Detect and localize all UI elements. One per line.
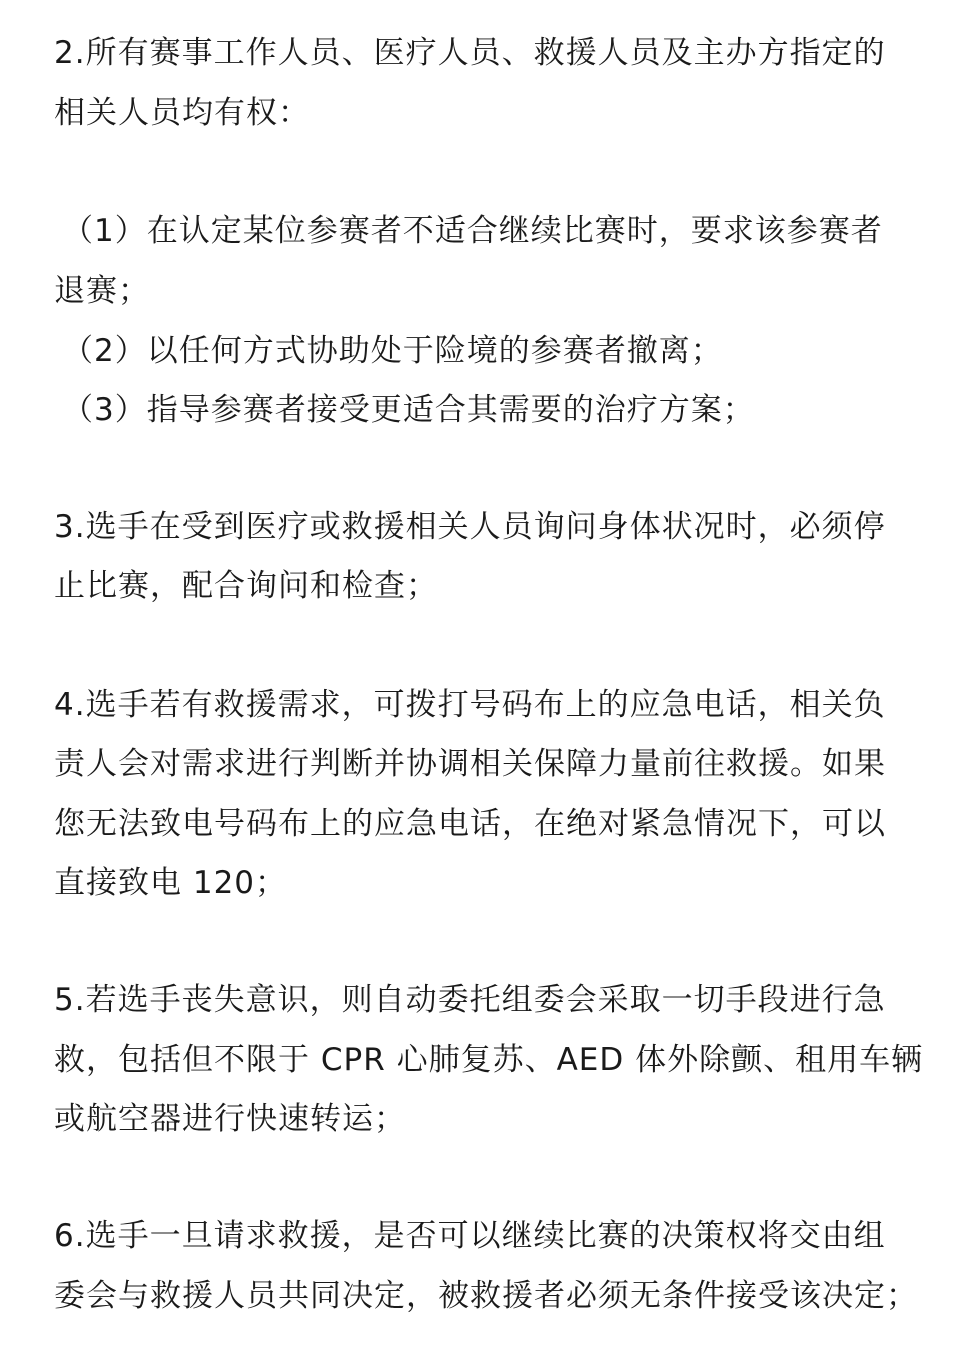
item-5-line-3: 或航空器进行快速转运； [54,1101,406,1137]
item-4-line-3: 您无法致电号码布上的应急电话，在绝对紧急情况下，可以 [54,806,886,842]
item-4-line-2: 责人会对需求进行判断并协调相关保障力量前往救援。如果 [54,746,886,782]
item-4-line-1: 4.选手若有救援需求，可拨打号码布上的应急电话，相关负 [54,687,886,723]
item-2-line-2: 相关人员均有权： [54,95,310,131]
item-5-line-1: 5.若选手丧失意识，则自动委托组委会采取一切手段进行急 [54,982,886,1018]
sub-item-1-line-1: （1）在认定某位参赛者不适合继续比赛时，要求该参赛者 [62,213,883,249]
item-5-line-2: 救，包括但不限于 CPR 心肺复苏、AED 体外除颤、租用车辆 [54,1042,924,1078]
item-6-line-1: 6.选手一旦请求救援，是否可以继续比赛的决策权将交由组 [54,1218,886,1254]
sub-item-3: （3）指导参赛者接受更适合其需要的治疗方案； [62,392,755,428]
item-3-line-2: 止比赛，配合询问和检查； [54,568,438,604]
item-2-line-1: 2.所有赛事工作人员、医疗人员、救援人员及主办方指定的 [54,35,886,71]
item-3-line-1: 3.选手在受到医疗或救援相关人员询问身体状况时，必须停 [54,509,886,545]
sub-item-1-line-2: 退赛； [54,273,150,309]
item-6-line-2: 委会与救援人员共同决定，被救援者必须无条件接受该决定； [54,1278,918,1314]
sub-item-2: （2）以任何方式协助处于险境的参赛者撤离； [62,333,723,369]
item-4-line-4: 直接致电 120； [54,865,288,901]
